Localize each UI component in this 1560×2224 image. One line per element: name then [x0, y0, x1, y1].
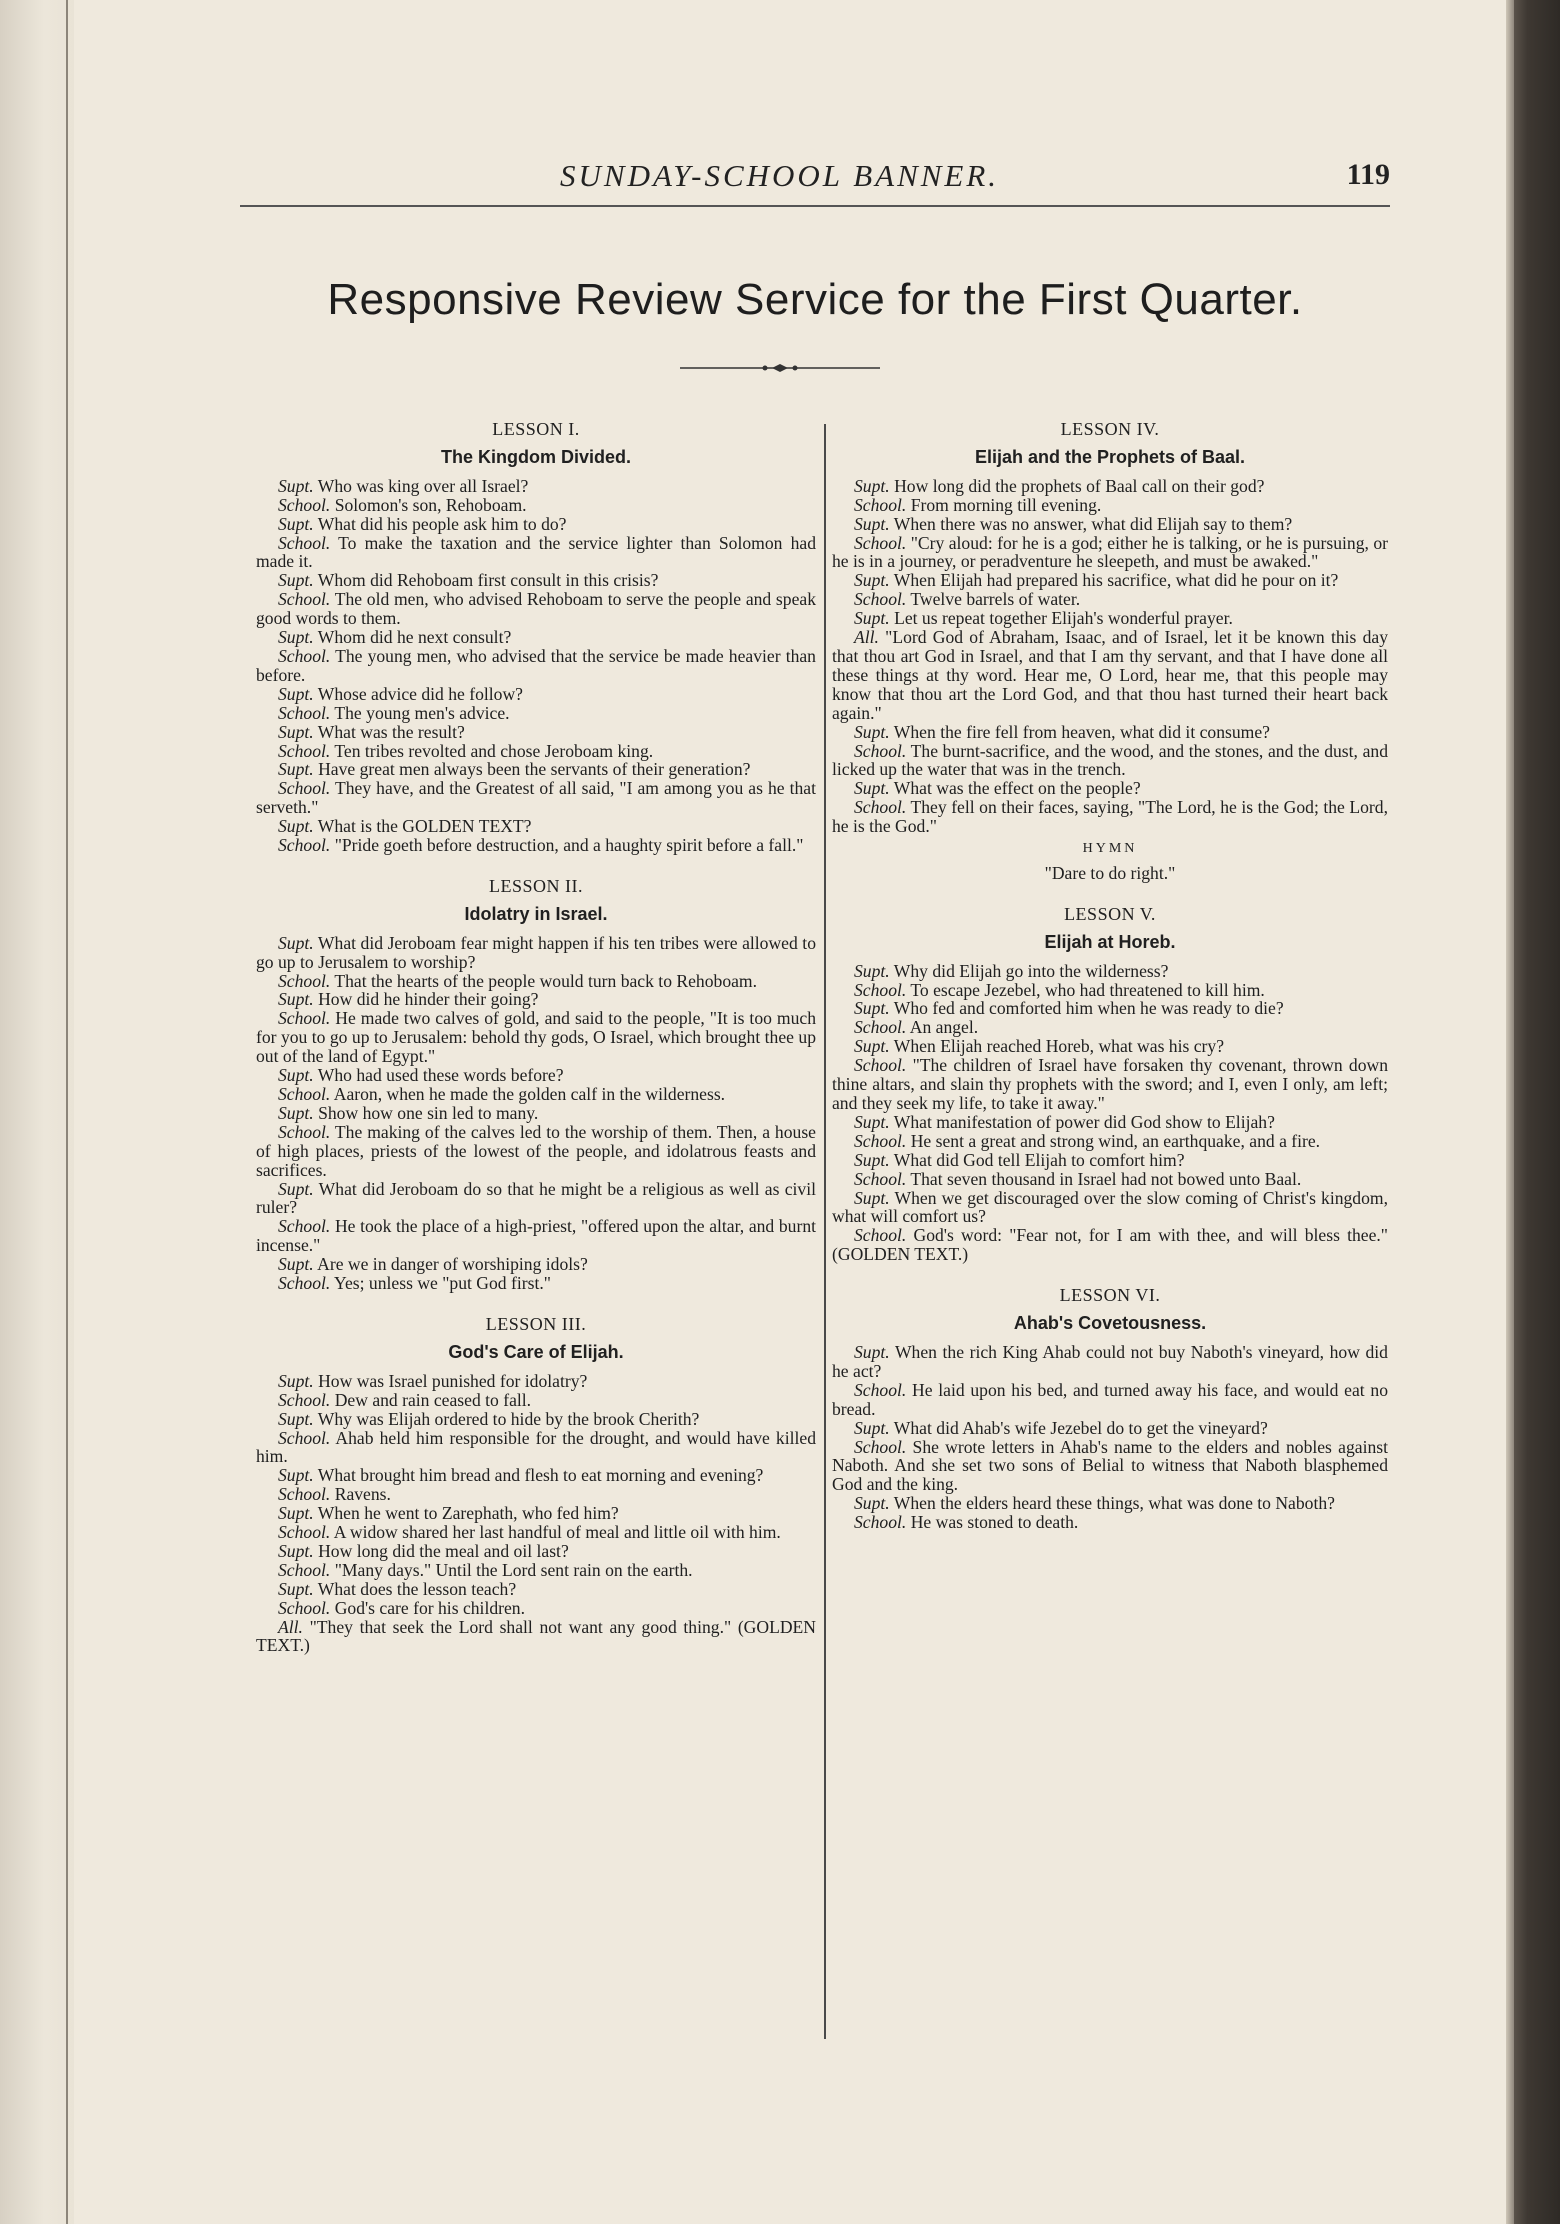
speaker-label: School.: [854, 979, 907, 1000]
line-text: That seven thousand in Israel had not bowed unto Baal.: [910, 1168, 1302, 1189]
speaker-label: School.: [854, 1436, 907, 1457]
page-binding-gutter: [0, 0, 74, 2224]
speaker-label: Supt.: [278, 1065, 314, 1086]
line-text: Solomon's son, Rehoboam.: [334, 494, 527, 515]
dialogue-line: [256, 1274, 816, 1293]
speaker-label: School.: [854, 1168, 907, 1189]
speaker-label: Supt.: [278, 721, 314, 742]
dialogue-line: [832, 1343, 1388, 1381]
speaker-label: Supt.: [278, 1578, 314, 1599]
dialogue-line: [256, 534, 816, 572]
dialogue-line: [256, 990, 816, 1009]
dialogue-line: [832, 590, 1388, 609]
dialogue-line: [256, 779, 816, 817]
speaker-label: School.: [854, 1017, 907, 1038]
speaker-label: School.: [278, 702, 331, 723]
speaker-label: Supt.: [278, 1178, 314, 1199]
dialogue-line: [832, 779, 1388, 798]
line-text: He sent a great and strong wind, an earthquake, and a fire.: [910, 1130, 1321, 1151]
line-text: How long did the meal and oil last?: [318, 1540, 569, 1561]
line-text: How was Israel punished for idolatry?: [318, 1370, 588, 1391]
line-text: What did Ahab's wife Jezebel do to get the vineyard?: [893, 1417, 1268, 1438]
dialogue-line: [256, 972, 816, 991]
speaker-label: Supt.: [854, 513, 890, 534]
dialogue-line: [832, 962, 1388, 981]
speaker-label: Supt.: [278, 1254, 314, 1275]
dialogue-line: [256, 1429, 816, 1467]
dialogue-line: [832, 1037, 1388, 1056]
line-text: Twelve barrels of water.: [910, 589, 1081, 610]
lesson-section: [256, 420, 816, 855]
book-edge-highlight: [1506, 0, 1514, 2224]
speaker-label: School.: [278, 1559, 331, 1580]
dialogue-line: [832, 981, 1388, 1000]
dialogue-line: [832, 1419, 1388, 1438]
speaker-label: Supt.: [278, 816, 314, 837]
line-text: He was stoned to death.: [910, 1512, 1079, 1533]
lesson-heading: LESSON V.: [1064, 903, 1156, 924]
speaker-label: Supt.: [278, 932, 314, 953]
line-text: Ravens.: [334, 1484, 391, 1505]
line-text: Why was Elijah ordered to hide by the brook Cherith?: [317, 1408, 700, 1429]
line-text: Yes; unless we "put God first.": [334, 1273, 551, 1294]
speaker-label: School.: [854, 740, 907, 761]
dialogue-line: [832, 1056, 1388, 1113]
speaker-label: School.: [278, 1084, 331, 1104]
line-text: Who fed and comforted him when he was ready to die?: [893, 998, 1284, 1019]
speaker-label: School.: [278, 589, 331, 610]
lesson-section: [832, 905, 1388, 1264]
speaker-label: School.: [278, 740, 331, 761]
speaker-label: Supt.: [854, 475, 890, 496]
speaker-label: All.: [278, 1616, 303, 1637]
speaker-label: Supt.: [278, 1465, 314, 1486]
speaker-label: All.: [854, 627, 879, 648]
speaker-label: School.: [278, 532, 331, 553]
line-text: When he went to Zarephath, who fed him?: [317, 1503, 619, 1524]
speaker-label: Supt.: [854, 998, 890, 1019]
line-text: The young men, who advised that the service be made heavier than before.: [256, 645, 816, 685]
dialogue-line: [832, 534, 1388, 572]
speaker-label: Supt.: [854, 1341, 890, 1362]
speaker-label: School.: [854, 1130, 907, 1151]
running-title: SUNDAY-SCHOOL BANNER.: [560, 158, 1000, 193]
speaker-label: Supt.: [854, 1417, 890, 1438]
line-text: To make the taxation and the service lighter than Solomon had made it.: [256, 532, 816, 572]
dialogue-line: [256, 628, 816, 647]
line-text: What was the result?: [317, 721, 465, 742]
speaker-label: Supt.: [278, 475, 314, 496]
line-text: Let us repeat together Elijah's wonderful prayer.: [894, 608, 1233, 629]
dialogue-line: [256, 1085, 816, 1104]
page-number: 119: [1346, 158, 1390, 191]
line-text: When Elijah had prepared his sacrifice, what did he pour on it?: [893, 570, 1339, 591]
dialogue-line: [832, 1018, 1388, 1037]
dialogue-line: [256, 817, 816, 836]
lesson-title: Elijah at Horeb.: [1044, 931, 1176, 952]
speaker-label: School.: [278, 645, 331, 666]
line-text: Ahab held him responsible for the drought, and would have killed him.: [256, 1427, 816, 1467]
right-column: [832, 420, 1388, 1554]
dialogue-line: [832, 1513, 1388, 1532]
line-text: How long did the prophets of Baal call on their god?: [894, 475, 1265, 496]
dialogue-line: [832, 1151, 1388, 1170]
lesson-heading: LESSON IV.: [1060, 419, 1160, 439]
line-text: What did God tell Elijah to comfort him?: [893, 1149, 1185, 1170]
speaker-label: School.: [278, 1121, 331, 1142]
speaker-label: Supt.: [278, 627, 314, 648]
speaker-label: Supt.: [854, 608, 890, 629]
dialogue-line: [832, 999, 1388, 1018]
speaker-label: Supt.: [278, 513, 314, 534]
speaker-label: Supt.: [854, 960, 890, 981]
line-text: When the fire fell from heaven, what did it consume?: [893, 721, 1270, 742]
line-text: Have great men always been the servants of their generation?: [318, 759, 751, 780]
lesson-section: [256, 877, 816, 1293]
dialogue-line: [256, 1580, 816, 1599]
speaker-label: School.: [854, 532, 907, 553]
speaker-label: Supt.: [854, 1036, 890, 1057]
line-text: He made two calves of gold, and said to the people, "It is too much for you to go up to Jerusalem: behold thy gods, O Israel, which brought thee up out of the land of Egypt.": [256, 1008, 816, 1067]
lesson-title: The Kingdom Divided.: [440, 446, 631, 467]
dialogue-line: [256, 1255, 816, 1274]
line-text: What is the GOLDEN TEXT?: [317, 816, 532, 837]
line-text: Aaron, when he made the golden calf in the wilderness.: [333, 1084, 726, 1104]
lesson-heading: LESSON VI.: [1059, 1285, 1161, 1306]
line-text: Are we in danger of worshiping idols?: [317, 1254, 588, 1275]
line-text: "Many days." Until the Lord sent rain on the earth.: [334, 1559, 693, 1580]
dialogue-line: [256, 1009, 816, 1066]
dialogue-line: [832, 496, 1388, 515]
speaker-label: School.: [278, 778, 331, 799]
lesson-title: God's Care of Elijah.: [448, 1341, 624, 1362]
speaker-label: School.: [854, 1512, 907, 1533]
line-text: They fell on their faces, saying, "The Lord, he is the God; the Lord, he is the God.": [832, 797, 1388, 837]
dialogue-line: [256, 1180, 816, 1218]
lesson-heading: LESSON III.: [485, 1313, 587, 1334]
hymn-title: "Dare to do right.": [1044, 862, 1176, 883]
line-text: "Lord God of Abraham, Isaac, and of Israel, let it be known this day that thou art God in Israel, and that I am thy servant, and that I have done all these things at thy word. Hear me, O Lord, hear me, that this people may know that thou art the Lord God, and that thou hast turned their heart back again.": [832, 627, 1388, 723]
header-rule: [240, 205, 1390, 207]
speaker-label: Supt.: [278, 1370, 314, 1391]
line-text: The burnt-sacrifice, and the wood, and the stones, and the dust, and licked up the water that was in the trench.: [832, 740, 1388, 780]
line-text: Why did Elijah go into the wilderness?: [893, 960, 1169, 981]
dialogue-line: [256, 704, 816, 723]
dialogue-line: [832, 1170, 1388, 1189]
dialogue-line: [256, 496, 816, 515]
line-text: What did his people ask him to do?: [317, 513, 567, 534]
speaker-label: School.: [854, 1225, 907, 1246]
dialogue-line: [832, 1381, 1388, 1419]
line-text: What manifestation of power did God show to Elijah?: [893, 1111, 1275, 1132]
speaker-label: Supt.: [278, 1503, 314, 1524]
line-text: What brought him bread and flesh to eat morning and evening?: [317, 1465, 764, 1486]
speaker-label: Supt.: [278, 989, 314, 1010]
line-text: How did he hinder their going?: [318, 989, 539, 1010]
lesson-heading: LESSON II.: [489, 875, 583, 896]
binding-line: [66, 0, 68, 2224]
line-text: A widow shared her last handful of meal and little oil with him.: [333, 1522, 781, 1543]
line-text: Dew and rain ceased to fall.: [334, 1389, 532, 1410]
line-text: To escape Jezebel, who had threatened to kill him.: [910, 979, 1265, 1000]
speaker-label: School.: [278, 970, 331, 991]
line-text: He took the place of a high-priest, "offered upon the altar, and burnt incense.": [256, 1216, 816, 1256]
line-text: "Cry aloud: for he is a god; either he is talking, or he is pursuing, or he is in a journey, or peradventure he sleepeth, and must be awaked.": [832, 532, 1388, 572]
lesson-heading: LESSON I.: [492, 419, 580, 439]
dialogue-line: [256, 1391, 816, 1410]
dialogue-line: [832, 515, 1388, 534]
dialogue-line: [256, 590, 816, 628]
dialogue-line: [256, 515, 816, 534]
speaker-label: School.: [278, 1597, 331, 1618]
dialogue-line: [256, 1217, 816, 1255]
book-edge: [1506, 0, 1560, 2224]
dialogue-line: [832, 1494, 1388, 1513]
speaker-label: Supt.: [278, 1540, 314, 1561]
line-text: What did Jeroboam fear might happen if his ten tribes were allowed to go up to Jerusalem to worship?: [256, 932, 816, 972]
line-text: God's word: "Fear not, for I am with thee, and will bless thee." (GOLDEN TEXT.): [832, 1225, 1388, 1265]
line-text: He laid upon his bed, and turned away his face, and would eat no bread.: [832, 1379, 1388, 1419]
line-text: "Pride goeth before destruction, and a haughty spirit before a fall.": [334, 835, 804, 856]
line-text: God's care for his children.: [334, 1597, 525, 1618]
lesson-title: Idolatry in Israel.: [464, 903, 608, 924]
speaker-label: Supt.: [278, 570, 314, 591]
dialogue-line: [256, 685, 816, 704]
speaker-label: Supt.: [854, 1111, 890, 1132]
dialogue-line: [832, 571, 1388, 590]
dialogue-line: [832, 1438, 1388, 1495]
dialogue-line: [832, 1189, 1388, 1227]
dialogue-line: [256, 723, 816, 742]
line-text: Whom did he next consult?: [317, 627, 512, 648]
speaker-label: Supt.: [854, 1187, 890, 1208]
line-text: The old men, who advised Rehoboam to serve the people and speak good words to them.: [256, 589, 816, 629]
line-text: Show how one sin led to many.: [318, 1102, 539, 1123]
dialogue-line: [256, 760, 816, 779]
line-text: The young men's advice.: [334, 702, 510, 723]
line-text: Whose advice did he follow?: [317, 683, 523, 704]
speaker-label: School.: [278, 1522, 331, 1543]
dialogue-line: [256, 1485, 816, 1504]
line-text: When we get discouraged over the slow coming of Christ's kingdom, what will comfort us?: [832, 1187, 1388, 1227]
dialogue-line: [832, 1113, 1388, 1132]
dialogue-line: [256, 1523, 816, 1542]
speaker-label: School.: [854, 589, 907, 610]
line-text: From morning till evening.: [910, 494, 1102, 515]
dialogue-line: [256, 1599, 816, 1618]
hymn-heading: HYMN: [1082, 841, 1138, 857]
dialogue-line: [256, 1066, 816, 1085]
speaker-label: School.: [854, 797, 907, 818]
line-text: That the hearts of the people would turn back to Rehoboam.: [334, 970, 758, 991]
dialogue-line: [256, 934, 816, 972]
line-text: What does the lesson teach?: [317, 1578, 517, 1599]
speaker-label: School.: [278, 1273, 331, 1294]
dialogue-line: [256, 1466, 816, 1485]
speaker-label: Supt.: [854, 778, 890, 799]
lesson-title: Elijah and the Prophets of Baal.: [974, 446, 1246, 467]
line-text: What did Jeroboam do so that he might be a religious as well as civil ruler?: [256, 1178, 816, 1218]
left-column: [256, 420, 816, 1677]
line-text: Whom did Rehoboam first consult in this crisis?: [317, 570, 659, 591]
speaker-label: School.: [278, 1389, 331, 1410]
speaker-label: School.: [278, 1008, 331, 1029]
line-text: Ten tribes revolted and chose Jeroboam king.: [334, 740, 654, 761]
dialogue-line: [832, 742, 1388, 780]
dialogue-line: [256, 742, 816, 761]
dialogue-line: [832, 477, 1388, 496]
dialogue-line: [256, 1504, 816, 1523]
speaker-label: Supt.: [278, 1408, 314, 1429]
line-text: When there was no answer, what did Elijah say to them?: [893, 513, 1293, 534]
speaker-label: School.: [278, 1484, 331, 1505]
dialogue-line: [832, 1132, 1388, 1151]
dialogue-line: [832, 723, 1388, 742]
speaker-label: Supt.: [278, 759, 314, 780]
dialogue-line: [256, 1104, 816, 1123]
ornament-divider: [680, 362, 880, 374]
speaker-label: Supt.: [278, 1102, 314, 1123]
dialogue-line: [256, 1618, 816, 1656]
speaker-label: Supt.: [854, 721, 890, 742]
dialogue-line: [256, 1372, 816, 1391]
speaker-label: School.: [278, 835, 331, 856]
dialogue-line: [832, 609, 1388, 628]
line-text: "The children of Israel have forsaken thy covenant, thrown down thine altars, and slain thy prophets with the sword; and I, even I only, am left; and they seek my life, to take it away.": [832, 1055, 1388, 1113]
lesson-section: [832, 1286, 1388, 1532]
speaker-label: School.: [278, 494, 331, 515]
line-text: The making of the calves led to the worship of them. Then, a house of high places, priests of the lowest of the people, and idolatrous feasts and sacrifices.: [256, 1121, 816, 1180]
dialogue-line: [256, 836, 816, 855]
line-text: Who had used these words before?: [317, 1065, 564, 1086]
dialogue-line: [256, 1542, 816, 1561]
lesson-section: [832, 420, 1388, 883]
line-text: What was the effect on the people?: [893, 778, 1141, 799]
dialogue-line: [256, 647, 816, 685]
speaker-label: School.: [854, 1379, 907, 1400]
page-title: Responsive Review Service for the First Quarter.: [327, 275, 1303, 324]
dialogue-line: [256, 1561, 816, 1580]
speaker-label: Supt.: [854, 1493, 890, 1514]
dialogue-line: [256, 477, 816, 496]
dialogue-line: [832, 798, 1388, 836]
speaker-label: Supt.: [854, 1149, 890, 1170]
line-text: When the elders heard these things, what was done to Naboth?: [893, 1493, 1335, 1514]
line-text: They have, and the Greatest of all said, "I am among you as he that serveth.": [256, 778, 816, 818]
line-text: "They that seek the Lord shall not want any good thing." (GOLDEN TEXT.): [256, 1616, 816, 1656]
speaker-label: School.: [278, 1216, 331, 1237]
dialogue-line: [256, 1123, 816, 1180]
line-text: An angel.: [909, 1017, 979, 1038]
column-divider: [824, 424, 826, 2039]
speaker-label: Supt.: [278, 683, 314, 704]
dialogue-line: [832, 1226, 1388, 1264]
lesson-title: Ahab's Covetousness.: [1013, 1313, 1207, 1334]
line-text: When Elijah reached Horeb, what was his cry?: [893, 1036, 1225, 1057]
line-text: When the rich King Ahab could not buy Naboth's vineyard, how did he act?: [832, 1341, 1388, 1381]
dialogue-line: [256, 1410, 816, 1429]
line-text: She wrote letters in Ahab's name to the elders and nobles against Naboth. And she set two sons of Belial to witness that Naboth blasphemed God and the king.: [832, 1436, 1388, 1495]
lesson-section: [256, 1315, 816, 1655]
running-header: [250, 158, 1400, 208]
speaker-label: School.: [854, 494, 907, 515]
line-text: Who was king over all Israel?: [317, 475, 529, 496]
speaker-label: School.: [278, 1427, 331, 1448]
dialogue-line: [832, 628, 1388, 723]
dialogue-line: [256, 571, 816, 590]
speaker-label: School.: [854, 1055, 907, 1076]
speaker-label: Supt.: [854, 570, 890, 591]
